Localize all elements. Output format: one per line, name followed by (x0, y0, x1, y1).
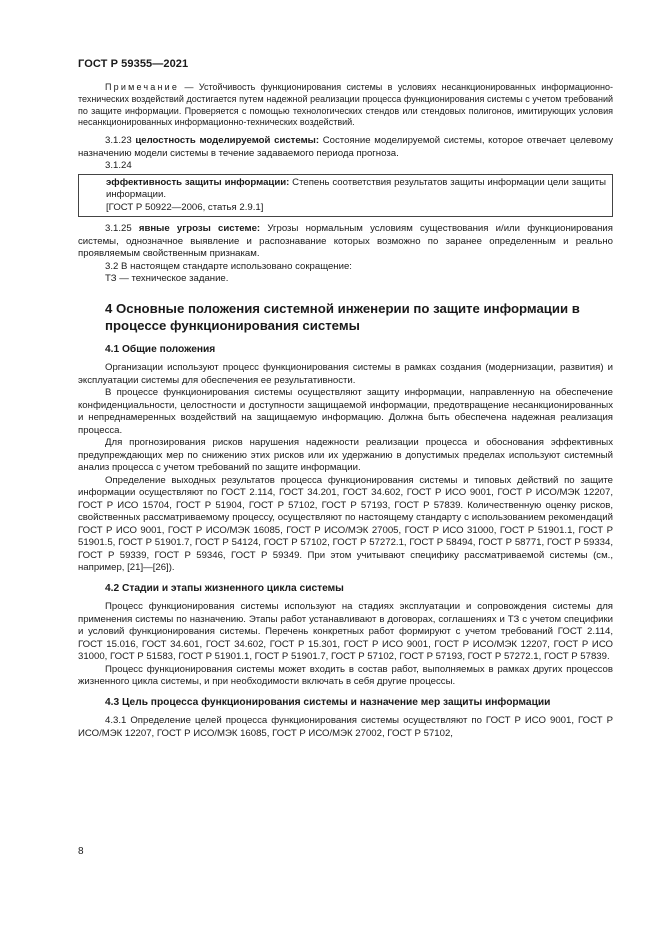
section-4-3-heading: 4.3 Цель процесса функционирования системы и назначение мер защиты информации (105, 696, 551, 708)
term-3-1-25 (78, 223, 613, 261)
paragraph: Для прогнозирования рисков нарушения надежности реализации процесса и обоснования эффективных предупреждающих мер по снижению этих рисков или их удержанию в допустимых пределах используют системный анализ процесса с учетом требований по защите информации. (78, 437, 613, 474)
term-number: 3.1.23 (105, 135, 136, 147)
note-text: — Устойчивость функционирования системы в условиях несанкционированных информационно-технических воздействий достигается путем надежной реализации процесса функционирования системы с учетом требований по защите информации. Проверяется с помощью технологических стендов или стендовых полигонов, имитирующих условия несанкционированных информационно-технических воздействий. (78, 82, 613, 128)
note-paragraph (78, 82, 613, 129)
paragraph: Процесс функционирования системы используют на стадиях эксплуатации и сопровождения системы для применения системы по назначению. Этапы работ устанавливают в договорах, соглашениях и ТЗ с учетом специфики и условий функционирования системы. Перечень конкретных работ формируют с учетом требований ГОСТ 2.114, ГОСТ 15.016, ГОСТ 34.601, ГОСТ 34.602, ГОСТ Р 15.301, ГОСТ Р ИСО 9001, ГОСТ Р ИСО/МЭК 12207, ГОСТ Р ИСО 31000, ГОСТ Р 51583, ГОСТ Р 51901.1, ГОСТ Р 51901.7, ГОСТ Р 57102, ГОСТ Р 57193, ГОСТ Р 57272.1, ГОСТ Р 57839. (78, 601, 613, 663)
term-name: явные угрозы системе: (138, 223, 261, 235)
term-number: 3.1.25 (105, 223, 139, 235)
term-3-1-24 (106, 177, 606, 202)
document-header: ГОСТ Р 59355—2021 (78, 58, 189, 70)
term-name: эффективность защиты информации: (106, 176, 290, 188)
term-3-1-24-number: 3.1.24 (105, 160, 132, 172)
term-definition: Степень соответствия результатов защиты информации цели защиты информации. (106, 176, 606, 201)
term-3-1-23 (78, 135, 613, 160)
term-definition: Угрозы нормальным условиям существования и/или функционирования системы, однозначное выявление и распознавание которых возможно по заранее определенным и реально проявляемым свойственным признакам. (78, 223, 613, 260)
paragraph: В процессе функционирования системы осуществляют защиту информации, направленную на обеспечение конфиденциальности, целостности и доступности защищаемой информации, предотвращение несанкционированных и непреднамеренных воздействий на защищаемую информацию. Должна быть обеспечена надежная реализация процесса. (78, 387, 613, 436)
note-label: Примечание (105, 82, 180, 92)
paragraph: Определение выходных результатов процесса функционирования системы и типовых действий по защите информации осуществляют по ГОСТ 2.114, ГОСТ 34.201, ГОСТ 34.602, ГОСТ Р ИСО 9001, ГОСТ Р ИСО/МЭК 12207, ГОСТ Р ИСО 15704, ГОСТ Р 51904, ГОСТ Р 57102, ГОСТ Р 57193, ГОСТ Р 57839. Количественную оценку рисков, свойственных рассматриваемому процессу, осуществляют по настоящему стандарту с использованием рекомендаций ГОСТ Р ИСО 9001, ГОСТ Р ИСО/МЭК 16085, ГОСТ Р ИСО/МЭК 27005, ГОСТ Р ИСО 31000, ГОСТ Р 51901.1, ГОСТ Р 51901.5, ГОСТ Р 51901.7, ГОСТ Р 54124, ГОСТ Р 57102, ГОСТ Р 57272.1, ГОСТ Р 58494, ГОСТ Р 58771, ГОСТ Р 59334, ГОСТ Р 59339, ГОСТ Р 59346, ГОСТ Р 59349. При этом учитывают специфику рассматриваемой системы (см., например, [21]—[26]). (78, 474, 613, 574)
page-number: 8 (78, 846, 84, 857)
abbreviation-item: ТЗ — техническое задание. (105, 273, 229, 285)
section-4-1-heading: 4.1 Общие положения (105, 343, 216, 355)
paragraph: Организации используют процесс функционирования системы в рамках создания (модернизации, развития) и эксплуатации системы для обеспечения ее результативности. (78, 362, 613, 386)
abbreviation-intro: 3.2 В настоящем стандарте использовано сокращение: (105, 260, 352, 272)
term-reference: [ГОСТ Р 50922—2006, статья 2.9.1] (106, 201, 264, 213)
page-body (78, 80, 613, 740)
paragraph: Процесс функционирования системы может входить в состав работ, выполняемых в рамках других процессов жизненного цикла системы, и при необходимости включать в себя другие процессы. (78, 663, 613, 688)
term-definition: Состояние моделируемой системы, которое отвечает целевому назначению модели системы в течение задаваемого периода прогноза. (78, 135, 613, 159)
paragraph: 4.3.1 Определение целей процесса функционирования системы осуществляют по ГОСТ Р ИСО 9001, ГОСТ Р ИСО/МЭК 12207, ГОСТ Р ИСО/МЭК 16085, ГОСТ Р ИСО/МЭК 27002, ГОСТ Р 57102, (78, 715, 613, 739)
term-3-1-24-box (78, 174, 613, 218)
section-4-heading: 4 Основные положения системной инженерии по защите информации в процессе функционирования системы (105, 300, 580, 333)
section-4-2-heading: 4.2 Стадии и этапы жизненного цикла системы (105, 582, 344, 594)
term-name: целостность моделируемой системы: (135, 135, 320, 147)
